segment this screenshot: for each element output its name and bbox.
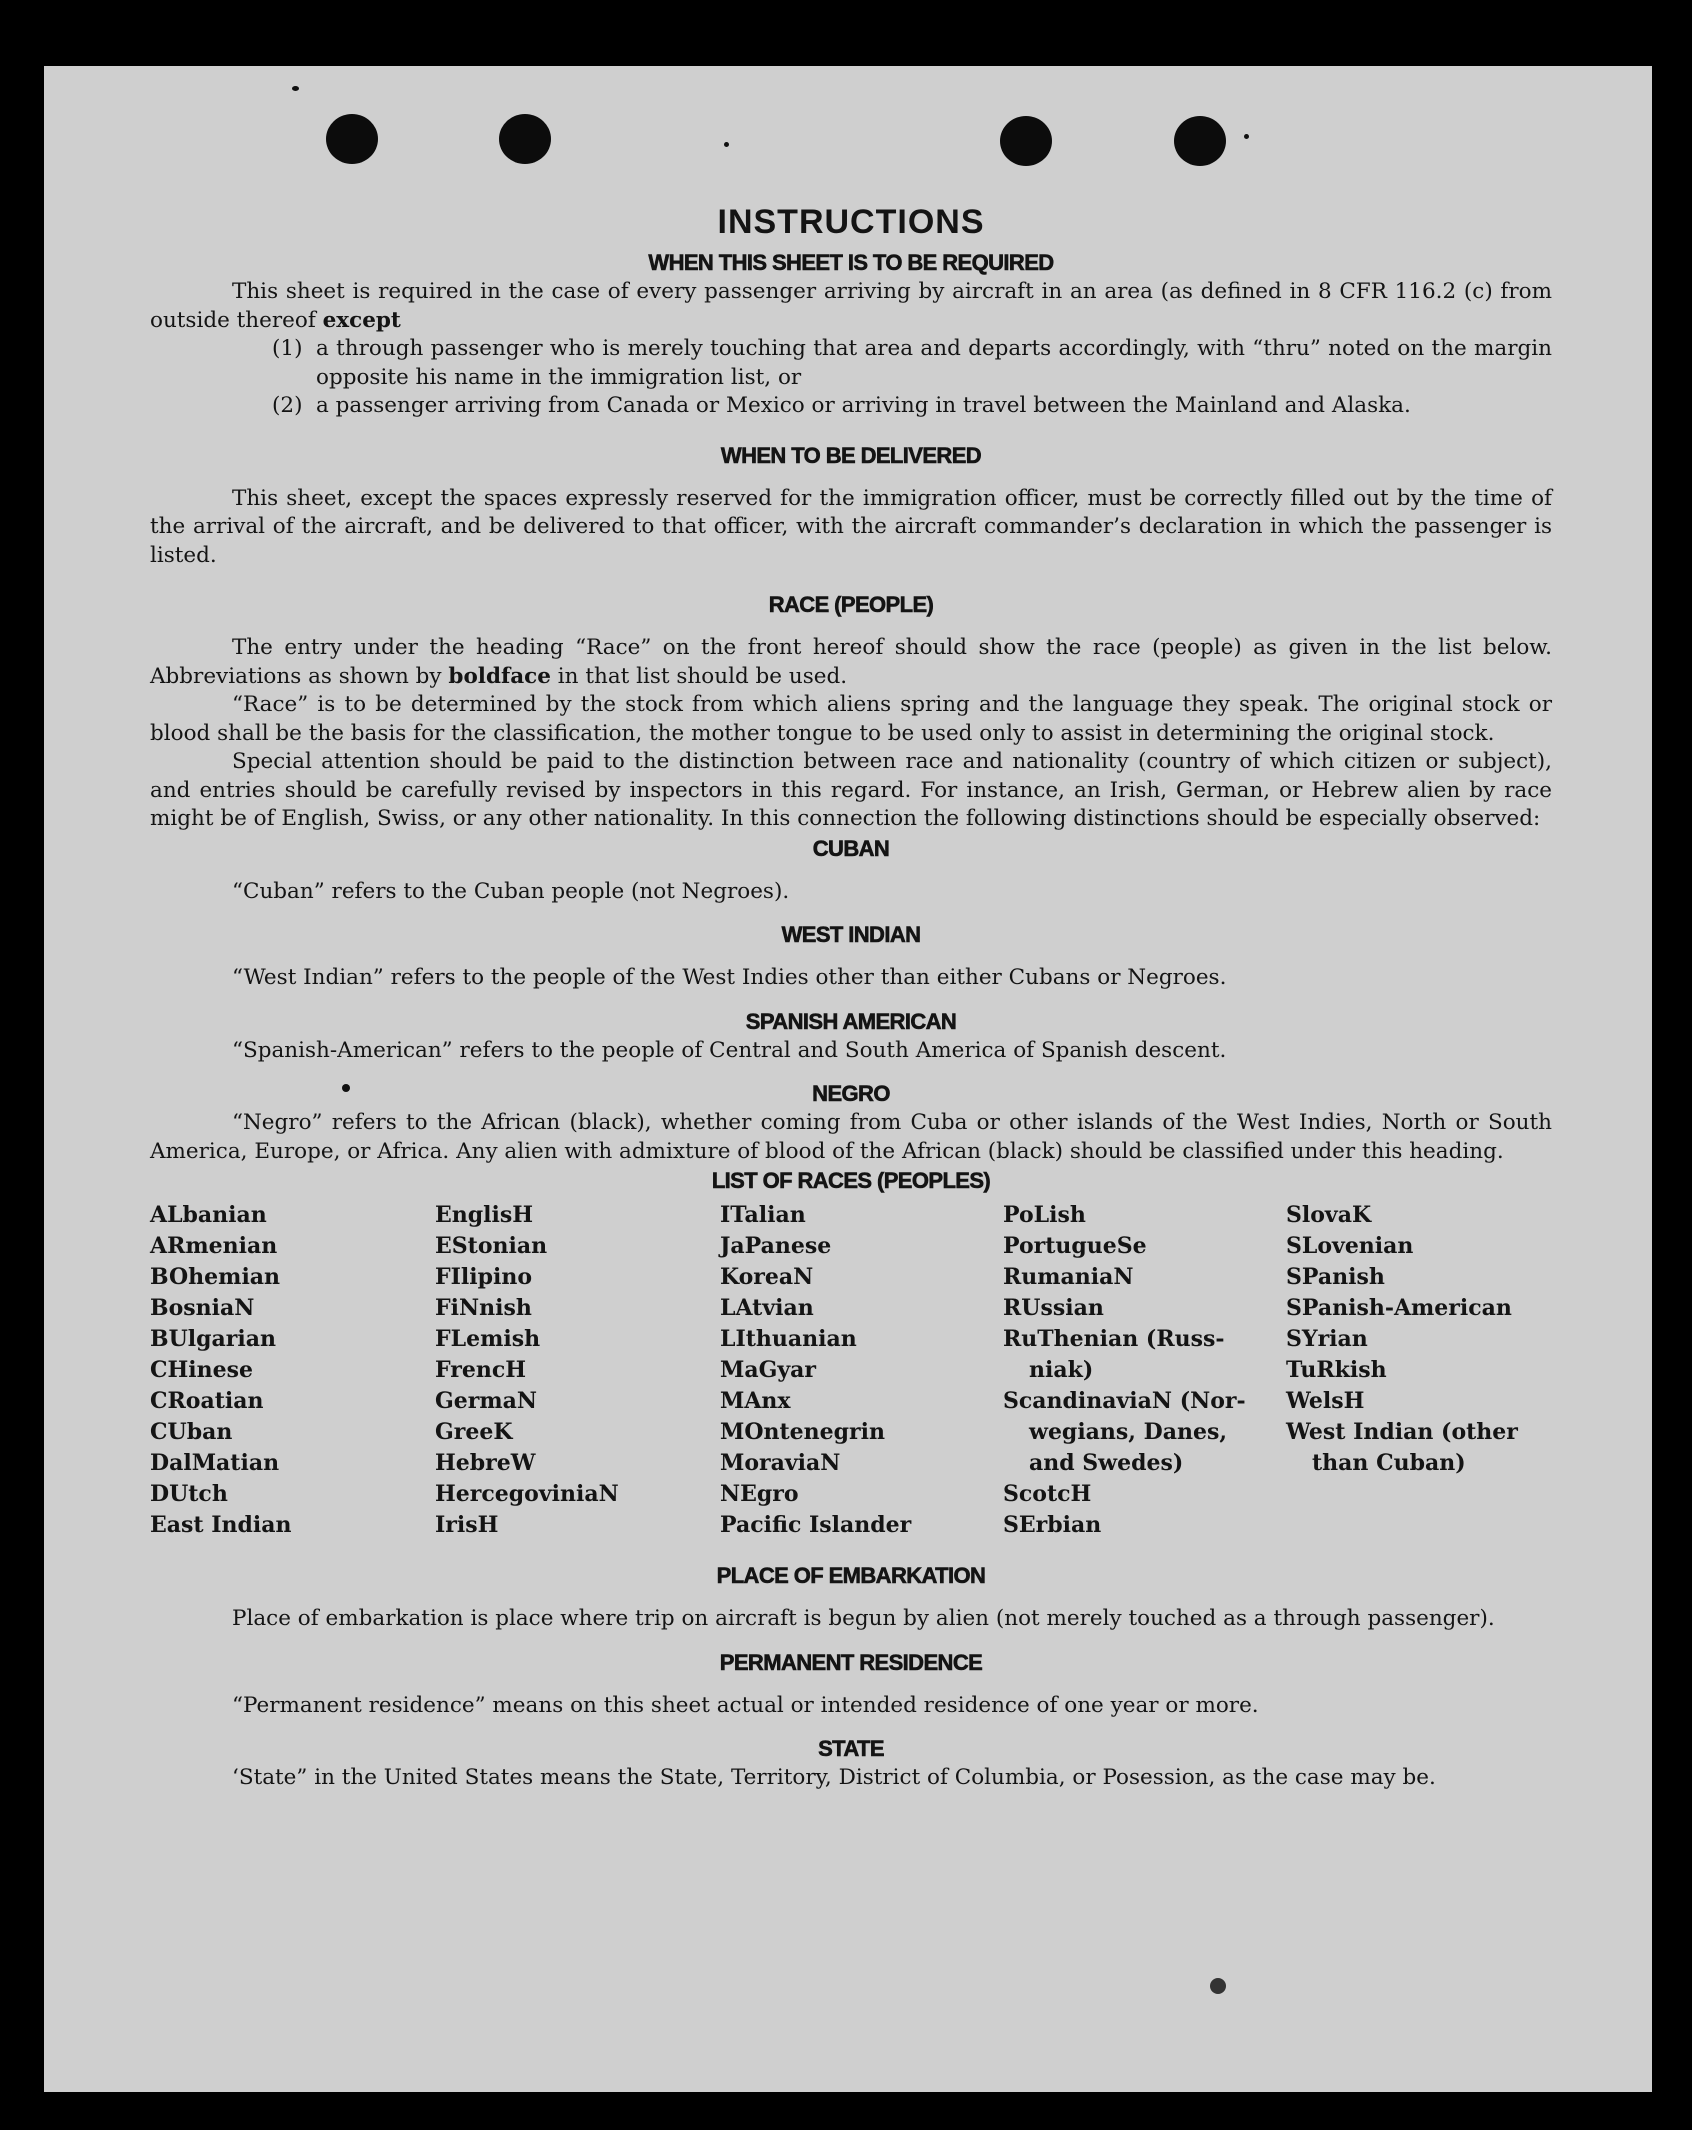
race-entry: ARmenian [150, 1233, 278, 1259]
race-entry: wegians, Danes, [1029, 1419, 1227, 1445]
race-entry: LAtvian [720, 1295, 814, 1321]
races-table [150, 1200, 1552, 1541]
ink-speck [1244, 134, 1249, 139]
race-entry: DalMatian [150, 1450, 280, 1476]
document-page [44, 66, 1652, 2092]
races-column [150, 1200, 435, 1541]
race-entry: BosniaN [150, 1295, 255, 1321]
race-entry: HercegoviniaN [435, 1481, 619, 1507]
race-entry: TuRkish [1286, 1357, 1387, 1383]
ink-speck [1210, 1978, 1226, 1994]
race-entry: BUlgarian [150, 1326, 276, 1352]
race-entry: RuThenian (Russ- [1003, 1326, 1225, 1352]
race-entry: CUban [150, 1419, 233, 1445]
punch-hole [499, 114, 551, 164]
cuban-text: “Cuban” refers to the Cuban people (not Negroes). [232, 878, 790, 904]
section-heading-west-indian: WEST INDIAN [781, 922, 921, 947]
embarkation-text: Place of embarkation is place where trip on aircraft is begun by alien (not merely touched as a through passenger). [232, 1606, 1495, 1631]
section-heading-embarkation: PLACE OF EMBARKATION [716, 1563, 986, 1588]
race-entry: SLovenian [1286, 1233, 1414, 1259]
race-entry: MAnx [720, 1388, 791, 1414]
race-entry: SErbian [1003, 1512, 1102, 1538]
race-entry: IrisH [435, 1512, 499, 1538]
race-entry: EnglisH [435, 1202, 534, 1228]
race-entry: GreeK [435, 1419, 513, 1445]
section-heading-race: RACE (PEOPLE) [768, 592, 934, 617]
races-column [720, 1200, 1003, 1541]
ink-speck [292, 86, 299, 91]
punch-hole [1000, 116, 1052, 166]
race-entry: FIlipino [435, 1264, 533, 1290]
race-entry: SPanish [1286, 1264, 1385, 1290]
race-entry: ALbanian [150, 1202, 267, 1228]
state-text: ‘State” in the United States means the State, Territory, District of Columbia, or Posession, as the case may be. [232, 1765, 1436, 1790]
race-entry: than Cuban) [1312, 1450, 1466, 1476]
race-entry: Pacific Islander [720, 1512, 912, 1538]
race-entry: SlovaK [1286, 1202, 1372, 1228]
race-paragraph-3: Special attention should be paid to the distinction between race and nationality (country of which citizen or subject), and entries should be carefully revised by inspectors in this regard. For instance, an Irish, German, or Hebrew alien by race might be of English, Swiss, or any other nationality. In this connection the following distinctions should be especially observed: [150, 749, 1552, 831]
race-entry: DUtch [150, 1481, 228, 1507]
race-entry: ScandinaviaN (Nor- [1003, 1388, 1246, 1414]
race-entry: ScotcH [1003, 1481, 1092, 1507]
race-entry: and Swedes) [1029, 1450, 1184, 1476]
race-entry: East Indian [150, 1512, 292, 1538]
races-column [1003, 1200, 1286, 1541]
race-entry: CRoatian [150, 1388, 264, 1414]
race-entry: CHinese [150, 1357, 254, 1383]
section-heading-spanish-american: SPANISH AMERICAN [745, 1008, 957, 1034]
list-item: (2) a passenger arriving from Canada or Mexico or arriving in travel between the Mainland and Alaska. [272, 393, 1411, 418]
race-paragraph-1: The entry under the heading “Race” on the front hereof should show the race (people) as given in the list below. Abbreviations as shown by boldface in that list should be used. [150, 635, 1552, 689]
section-heading-permanent-residence: PERMANENT RESIDENCE [719, 1649, 983, 1675]
race-entry: RumaniaN [1003, 1264, 1134, 1290]
race-entry: MaGyar [720, 1357, 817, 1383]
race-entry: EStonian [435, 1233, 548, 1259]
race-entry: niak) [1029, 1357, 1094, 1383]
race-entry: PoLish [1003, 1202, 1086, 1228]
race-entry: MOntenegrin [720, 1419, 885, 1445]
list-item: (1) a through passenger who is merely touching that area and departs accordingly, with “thru” noted on the margin opposite his name in the immigration list, or [272, 336, 1552, 390]
race-entry: HebreW [435, 1450, 536, 1476]
race-entry: PortugueSe [1003, 1233, 1147, 1259]
section-heading-when-required: WHEN THIS SHEET IS TO BE REQUIRED [648, 250, 1054, 275]
race-entry: SYrian [1286, 1326, 1368, 1352]
punch-hole [326, 114, 378, 164]
race-entry: ITalian [720, 1202, 806, 1228]
races-column [435, 1200, 720, 1541]
race-entry: BOhemian [150, 1264, 281, 1290]
races-column [1286, 1200, 1552, 1541]
negro-text: “Negro” refers to the African (black), whether coming from Cuba or other islands of the West Indies, North or South America, Europe, or Africa. Any alien with admixture of blood of the African (black) should be classified under this heading. [150, 1110, 1552, 1164]
race-entry: LIthuanian [720, 1326, 857, 1352]
race-entry: KoreaN [720, 1264, 814, 1290]
race-entry: FLemish [435, 1326, 541, 1352]
ink-speck [724, 142, 729, 147]
west-indian-text: “West Indian” refers to the people of the West Indies other than either Cubans or Negroes. [232, 965, 1227, 990]
when-required-text: This sheet is required in the case of every passenger arriving by aircraft in an area (as defined in 8 CFR 116.2 (c) from outside thereof except [150, 279, 1552, 333]
section-heading-state: STATE [818, 1736, 884, 1761]
page-title: INSTRUCTIONS [717, 203, 985, 241]
section-heading-when-delivered: WHEN TO BE DELIVERED [720, 442, 982, 468]
race-entry: NEgro [720, 1481, 799, 1507]
section-heading-negro: NEGRO [812, 1081, 890, 1106]
race-entry: FrencH [435, 1357, 526, 1383]
race-entry: FiNnish [435, 1295, 532, 1321]
punch-hole [1174, 116, 1226, 166]
permanent-residence-text: “Permanent residence” means on this sheet actual or intended residence of one year or more. [232, 1692, 1259, 1718]
race-entry: RUssian [1003, 1295, 1104, 1321]
race-entry: MoraviaN [720, 1450, 841, 1476]
instructions-content [150, 202, 1552, 1793]
section-heading-cuban: CUBAN [812, 835, 890, 861]
exception-list [150, 335, 1552, 421]
race-entry: GermaN [435, 1388, 538, 1414]
spanish-american-text: “Spanish-American” refers to the people of Central and South America of Spanish descent. [232, 1037, 1227, 1063]
race-entry: West Indian (other [1286, 1419, 1518, 1445]
race-entry: WelsH [1286, 1388, 1365, 1414]
race-entry: SPanish-American [1286, 1295, 1512, 1321]
race-entry: JaPanese [720, 1233, 832, 1259]
race-paragraph-2: “Race” is to be determined by the stock from which aliens spring and the language they speak. The original stock or blood shall be the basis for the classification, the mother tongue to be used only to assist in determining the original stock. [150, 692, 1552, 746]
section-heading-list-of-races: LIST OF RACES (PEOPLES) [711, 1168, 991, 1193]
when-delivered-text: This sheet, except the spaces expressly reserved for the immigration officer, must be correctly filled out by the time of the arrival of the aircraft, and be delivered to that officer, with the aircraft commander’s declaration in which the passenger is listed. [150, 485, 1552, 568]
